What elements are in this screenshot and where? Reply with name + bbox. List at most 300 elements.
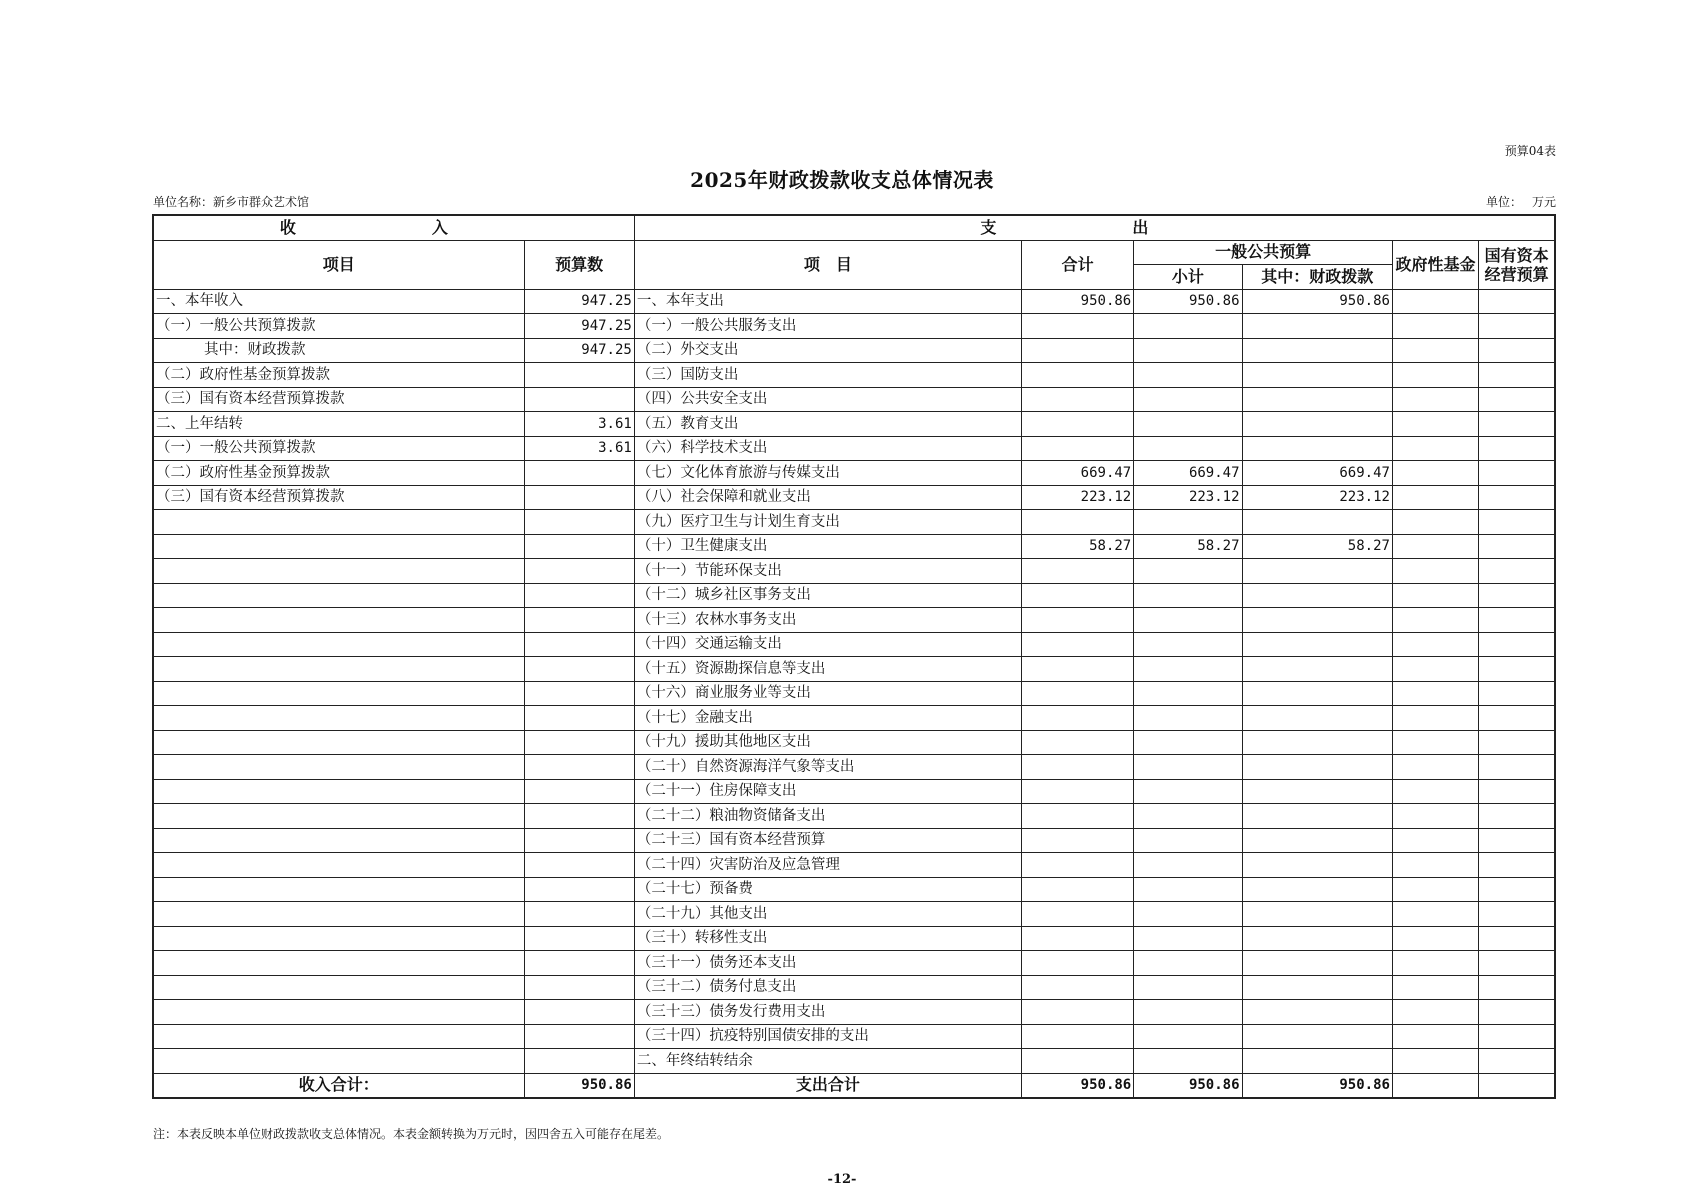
income-budget-cell — [524, 485, 634, 510]
expense-fiscal-value: 950.86 — [1242, 1073, 1392, 1098]
total-cell: 223.12 — [1021, 485, 1133, 510]
expense-item-cell: （二十一）住房保障支出 — [634, 779, 1021, 804]
subtotal-cell — [1134, 755, 1242, 780]
income-budget-cell — [524, 632, 634, 657]
total-cell — [1021, 877, 1133, 902]
gov-fund-cell — [1392, 1000, 1478, 1025]
income-budget-cell — [524, 534, 634, 559]
table-row — [153, 1024, 1555, 1049]
state-capital-cell — [1479, 902, 1555, 927]
gov-fund-header: 政府性基金 — [1392, 240, 1478, 289]
gov-fund-cell — [1392, 902, 1478, 927]
total-cell: 669.47 — [1021, 461, 1133, 486]
total-cell — [1021, 902, 1133, 927]
state-capital-total-value — [1479, 1073, 1555, 1098]
gov-fund-cell — [1392, 363, 1478, 388]
state-capital-header: 国有资本经营预算 — [1479, 240, 1555, 289]
expense-item-cell: （一）一般公共服务支出 — [634, 314, 1021, 339]
income-budget-cell — [524, 853, 634, 878]
income-budget-cell — [524, 804, 634, 829]
subtotal-cell: 58.27 — [1134, 534, 1242, 559]
income-section-header: 收 入 — [153, 215, 634, 240]
state-capital-cell — [1479, 730, 1555, 755]
subtotal-cell — [1134, 583, 1242, 608]
table-row — [153, 583, 1555, 608]
expense-item-cell: （十）卫生健康支出 — [634, 534, 1021, 559]
subtotal-cell — [1134, 975, 1242, 1000]
expense-item-cell: （十三）农林水事务支出 — [634, 608, 1021, 633]
income-budget-cell — [524, 608, 634, 633]
fiscal-cell — [1242, 412, 1392, 437]
total-cell — [1021, 681, 1133, 706]
total-cell: 58.27 — [1021, 534, 1133, 559]
table-row — [153, 608, 1555, 633]
income-budget-cell — [524, 951, 634, 976]
income-budget-cell — [524, 706, 634, 731]
state-capital-cell — [1479, 289, 1555, 314]
form-code: 预算04表 — [1504, 144, 1556, 158]
total-cell — [1021, 853, 1133, 878]
income-item-cell: 其中：财政拨款 — [153, 338, 524, 363]
page-number: -12- — [827, 1172, 857, 1187]
income-item-cell — [153, 1049, 524, 1074]
table-row — [153, 559, 1555, 584]
state-capital-cell — [1479, 387, 1555, 412]
fiscal-cell — [1242, 779, 1392, 804]
expense-item-header: 项 目 — [634, 240, 1021, 289]
income-item-cell — [153, 779, 524, 804]
income-budget-cell — [524, 975, 634, 1000]
income-item-cell — [153, 1024, 524, 1049]
gov-fund-cell — [1392, 681, 1478, 706]
income-budget-cell — [524, 1000, 634, 1025]
fiscal-cell — [1242, 877, 1392, 902]
state-capital-cell — [1479, 608, 1555, 633]
budget-table — [152, 214, 1556, 1099]
footnote: 注：本表反映本单位财政拨款收支总体情况。本表金额转换为万元时，因四舍五入可能存在尾差。 — [153, 1127, 670, 1141]
expense-item-cell: （二十三）国有资本经营预算 — [634, 828, 1021, 853]
income-item-cell: （二）政府性基金预算拨款 — [153, 461, 524, 486]
fiscal-cell — [1242, 902, 1392, 927]
total-cell — [1021, 657, 1133, 682]
total-cell — [1021, 436, 1133, 461]
income-item-cell — [153, 755, 524, 780]
unit-label: 单位： — [1485, 195, 1522, 209]
total-cell — [1021, 363, 1133, 388]
expense-item-cell: （三十二）债务付息支出 — [634, 975, 1021, 1000]
gov-fund-cell — [1392, 289, 1478, 314]
income-budget-cell: 3.61 — [524, 412, 634, 437]
income-item-cell — [153, 877, 524, 902]
subtotal-cell — [1134, 559, 1242, 584]
subtotal-cell — [1134, 1024, 1242, 1049]
expense-item-cell: （五）教育支出 — [634, 412, 1021, 437]
table-row — [153, 412, 1555, 437]
total-cell — [1021, 1024, 1133, 1049]
income-item-cell — [153, 534, 524, 559]
state-capital-cell — [1479, 314, 1555, 339]
state-capital-cell — [1479, 828, 1555, 853]
income-budget-cell — [524, 559, 634, 584]
subtotal-cell — [1134, 436, 1242, 461]
totals-row — [153, 1073, 1555, 1098]
subtotal-cell — [1134, 926, 1242, 951]
unit-of-measure — [1486, 193, 1556, 210]
total-cell — [1021, 804, 1133, 829]
income-budget-cell — [524, 902, 634, 927]
income-item-cell — [153, 951, 524, 976]
income-budget-cell — [524, 681, 634, 706]
section-header-row — [153, 215, 1555, 240]
state-capital-cell — [1479, 534, 1555, 559]
expense-item-cell: （二十）自然资源海洋气象等支出 — [634, 755, 1021, 780]
table-row — [153, 363, 1555, 388]
expense-item-cell: 二、年终结转结余 — [634, 1049, 1021, 1074]
subtotal-cell — [1134, 828, 1242, 853]
table-row — [153, 706, 1555, 731]
expense-total-value: 950.86 — [1021, 1073, 1133, 1098]
subtotal-cell — [1134, 706, 1242, 731]
state-capital-cell — [1479, 1000, 1555, 1025]
table-row — [153, 314, 1555, 339]
income-item-cell — [153, 828, 524, 853]
expense-item-cell: （二十九）其他支出 — [634, 902, 1021, 927]
income-item-cell: 一、本年收入 — [153, 289, 524, 314]
total-cell — [1021, 412, 1133, 437]
subtotal-cell: 669.47 — [1134, 461, 1242, 486]
total-cell — [1021, 755, 1133, 780]
expense-item-cell: （六）科学技术支出 — [634, 436, 1021, 461]
state-capital-cell — [1479, 975, 1555, 1000]
income-item-header: 项目 — [153, 240, 524, 289]
unit-name: 单位名称：新乡市群众艺术馆 — [153, 195, 310, 209]
expense-item-cell: （十四）交通运输支出 — [634, 632, 1021, 657]
subtotal-cell — [1134, 412, 1242, 437]
income-total-value: 950.86 — [524, 1073, 634, 1098]
subtotal-cell — [1134, 387, 1242, 412]
total-cell: 950.86 — [1021, 289, 1133, 314]
fiscal-cell — [1242, 559, 1392, 584]
gov-fund-cell — [1392, 951, 1478, 976]
fiscal-cell — [1242, 828, 1392, 853]
table-row — [153, 657, 1555, 682]
table-row — [153, 951, 1555, 976]
total-cell — [1021, 1049, 1133, 1074]
income-budget-cell — [524, 779, 634, 804]
subtotal-cell — [1134, 363, 1242, 388]
state-capital-cell — [1479, 363, 1555, 388]
table-row — [153, 877, 1555, 902]
income-budget-cell — [524, 1024, 634, 1049]
gov-fund-cell — [1392, 632, 1478, 657]
gov-fund-cell — [1392, 314, 1478, 339]
income-budget-header: 预算数 — [524, 240, 634, 289]
gov-fund-cell — [1392, 583, 1478, 608]
expense-item-cell: 一、本年支出 — [634, 289, 1021, 314]
expense-item-cell: （八）社会保障和就业支出 — [634, 485, 1021, 510]
state-capital-cell — [1479, 755, 1555, 780]
total-cell — [1021, 828, 1133, 853]
expense-item-cell: （三十四）抗疫特别国债安排的支出 — [634, 1024, 1021, 1049]
state-capital-cell — [1479, 1049, 1555, 1074]
subtotal-cell — [1134, 779, 1242, 804]
subtotal-cell — [1134, 510, 1242, 535]
income-item-cell — [153, 926, 524, 951]
state-capital-cell — [1479, 436, 1555, 461]
gov-fund-cell — [1392, 779, 1478, 804]
gov-fund-cell — [1392, 877, 1478, 902]
total-cell — [1021, 951, 1133, 976]
subtotal-cell — [1134, 902, 1242, 927]
state-capital-cell — [1479, 461, 1555, 486]
table-row — [153, 853, 1555, 878]
fiscal-cell: 58.27 — [1242, 534, 1392, 559]
state-capital-cell — [1479, 877, 1555, 902]
gov-fund-cell — [1392, 706, 1478, 731]
fiscal-cell — [1242, 314, 1392, 339]
fiscal-cell — [1242, 1024, 1392, 1049]
subtotal-cell — [1134, 951, 1242, 976]
income-total-label: 收入合计： — [153, 1073, 524, 1098]
fiscal-cell — [1242, 926, 1392, 951]
expense-item-cell: （七）文化体育旅游与传媒支出 — [634, 461, 1021, 486]
fiscal-cell — [1242, 632, 1392, 657]
expense-item-cell: （十二）城乡社区事务支出 — [634, 583, 1021, 608]
income-budget-cell — [524, 926, 634, 951]
subtotal-cell — [1134, 338, 1242, 363]
gov-fund-cell — [1392, 387, 1478, 412]
gov-fund-cell — [1392, 975, 1478, 1000]
general-budget-header: 一般公共预算 — [1134, 240, 1393, 265]
subtotal-cell — [1134, 804, 1242, 829]
gov-fund-cell — [1392, 559, 1478, 584]
income-item-cell — [153, 1000, 524, 1025]
page-title: 2025年财政拨款收支总体情况表 — [690, 168, 994, 192]
table-row — [153, 755, 1555, 780]
expense-item-cell: （三十三）债务发行费用支出 — [634, 1000, 1021, 1025]
expense-section-header: 支 出 — [634, 215, 1555, 240]
fiscal-cell — [1242, 853, 1392, 878]
fiscal-cell — [1242, 436, 1392, 461]
table-row — [153, 436, 1555, 461]
income-budget-cell — [524, 877, 634, 902]
income-budget-cell — [524, 583, 634, 608]
gov-fund-cell — [1392, 338, 1478, 363]
gov-fund-cell — [1392, 730, 1478, 755]
income-budget-cell: 947.25 — [524, 289, 634, 314]
fiscal-cell — [1242, 363, 1392, 388]
table-row — [153, 926, 1555, 951]
subtotal-cell — [1134, 681, 1242, 706]
expense-item-cell: （十七）金融支出 — [634, 706, 1021, 731]
table-row — [153, 902, 1555, 927]
gov-fund-cell — [1392, 804, 1478, 829]
state-capital-cell — [1479, 804, 1555, 829]
gov-fund-cell — [1392, 412, 1478, 437]
income-item-cell: （一）一般公共预算拨款 — [153, 436, 524, 461]
expense-item-cell: （十六）商业服务业等支出 — [634, 681, 1021, 706]
income-item-cell — [153, 583, 524, 608]
gov-fund-cell — [1392, 828, 1478, 853]
state-capital-cell — [1479, 338, 1555, 363]
gov-fund-cell — [1392, 657, 1478, 682]
table-row — [153, 975, 1555, 1000]
expense-item-cell: （二十二）粮油物资储备支出 — [634, 804, 1021, 829]
gov-fund-cell — [1392, 1049, 1478, 1074]
income-item-cell: 二、上年结转 — [153, 412, 524, 437]
fiscal-cell — [1242, 755, 1392, 780]
state-capital-cell — [1479, 951, 1555, 976]
expense-item-cell: （十五）资源勘探信息等支出 — [634, 657, 1021, 682]
gov-fund-cell — [1392, 485, 1478, 510]
gov-fund-cell — [1392, 608, 1478, 633]
expense-item-cell: （三十一）债务还本支出 — [634, 951, 1021, 976]
income-budget-cell — [524, 1049, 634, 1074]
income-item-cell — [153, 706, 524, 731]
expense-item-cell: （二）外交支出 — [634, 338, 1021, 363]
subtotal-cell — [1134, 657, 1242, 682]
state-capital-cell — [1479, 510, 1555, 535]
column-header-row — [153, 240, 1555, 265]
state-capital-cell — [1479, 657, 1555, 682]
state-capital-cell — [1479, 926, 1555, 951]
unit-value: 万元 — [1531, 195, 1556, 209]
expense-total-label: 支出合计 — [634, 1073, 1021, 1098]
income-budget-cell — [524, 755, 634, 780]
fiscal-cell — [1242, 1000, 1392, 1025]
income-item-cell — [153, 657, 524, 682]
table-row — [153, 779, 1555, 804]
expense-item-cell: （二十七）预备费 — [634, 877, 1021, 902]
income-budget-cell — [524, 363, 634, 388]
state-capital-cell — [1479, 779, 1555, 804]
income-item-cell: （三）国有资本经营预算拨款 — [153, 485, 524, 510]
fiscal-cell — [1242, 975, 1392, 1000]
income-item-cell — [153, 730, 524, 755]
table-body — [153, 289, 1555, 1073]
table-row — [153, 804, 1555, 829]
state-capital-cell — [1479, 412, 1555, 437]
gov-fund-cell — [1392, 853, 1478, 878]
table-row — [153, 485, 1555, 510]
income-budget-cell: 947.25 — [524, 338, 634, 363]
total-cell — [1021, 706, 1133, 731]
state-capital-cell — [1479, 853, 1555, 878]
table-row — [153, 730, 1555, 755]
income-item-cell: （三）国有资本经营预算拨款 — [153, 387, 524, 412]
expense-item-cell: （十九）援助其他地区支出 — [634, 730, 1021, 755]
fiscal-cell — [1242, 951, 1392, 976]
total-cell — [1021, 779, 1133, 804]
fiscal-cell — [1242, 706, 1392, 731]
table-row — [153, 1000, 1555, 1025]
table-row — [153, 632, 1555, 657]
state-capital-cell — [1479, 1024, 1555, 1049]
total-cell — [1021, 632, 1133, 657]
total-cell — [1021, 387, 1133, 412]
income-item-cell — [153, 853, 524, 878]
total-cell — [1021, 926, 1133, 951]
expense-subtotal-value: 950.86 — [1134, 1073, 1242, 1098]
table-row — [153, 461, 1555, 486]
fiscal-cell: 669.47 — [1242, 461, 1392, 486]
income-budget-cell — [524, 828, 634, 853]
table-row — [153, 289, 1555, 314]
income-budget-cell: 947.25 — [524, 314, 634, 339]
subtotal-header: 小计 — [1134, 265, 1242, 290]
fiscal-cell — [1242, 583, 1392, 608]
income-item-cell: （一）一般公共预算拨款 — [153, 314, 524, 339]
fiscal-cell: 223.12 — [1242, 485, 1392, 510]
income-budget-cell — [524, 387, 634, 412]
gov-fund-cell — [1392, 436, 1478, 461]
expense-item-cell: （九）医疗卫生与计划生育支出 — [634, 510, 1021, 535]
gov-fund-total-value — [1392, 1073, 1478, 1098]
state-capital-cell — [1479, 485, 1555, 510]
gov-fund-cell — [1392, 461, 1478, 486]
table-row — [153, 387, 1555, 412]
table-row — [153, 1049, 1555, 1074]
fiscal-cell — [1242, 657, 1392, 682]
income-budget-cell — [524, 657, 634, 682]
fiscal-cell: 950.86 — [1242, 289, 1392, 314]
income-item-cell — [153, 632, 524, 657]
gov-fund-cell — [1392, 926, 1478, 951]
subtotal-cell — [1134, 877, 1242, 902]
state-capital-cell — [1479, 583, 1555, 608]
fiscal-header: 其中：财政拨款 — [1242, 265, 1392, 290]
table-row — [153, 534, 1555, 559]
total-cell — [1021, 583, 1133, 608]
income-item-cell — [153, 510, 524, 535]
total-cell — [1021, 608, 1133, 633]
income-budget-cell — [524, 730, 634, 755]
subtotal-cell: 223.12 — [1134, 485, 1242, 510]
expense-item-cell: （十一）节能环保支出 — [634, 559, 1021, 584]
income-item-cell: （二）政府性基金预算拨款 — [153, 363, 524, 388]
table-row — [153, 828, 1555, 853]
expense-item-cell: （二十四）灾害防治及应急管理 — [634, 853, 1021, 878]
gov-fund-cell — [1392, 510, 1478, 535]
income-item-cell — [153, 902, 524, 927]
income-budget-cell: 3.61 — [524, 436, 634, 461]
subtotal-cell — [1134, 1049, 1242, 1074]
expense-item-cell: （三）国防支出 — [634, 363, 1021, 388]
total-cell — [1021, 559, 1133, 584]
expense-item-cell: （三十）转移性支出 — [634, 926, 1021, 951]
income-item-cell — [153, 608, 524, 633]
income-item-cell — [153, 975, 524, 1000]
fiscal-cell — [1242, 681, 1392, 706]
total-cell — [1021, 1000, 1133, 1025]
fiscal-cell — [1242, 387, 1392, 412]
subtotal-cell — [1134, 608, 1242, 633]
total-cell — [1021, 730, 1133, 755]
fiscal-cell — [1242, 608, 1392, 633]
subtotal-cell: 950.86 — [1134, 289, 1242, 314]
total-cell — [1021, 338, 1133, 363]
total-cell — [1021, 314, 1133, 339]
table-row — [153, 338, 1555, 363]
income-budget-cell — [524, 461, 634, 486]
state-capital-cell — [1479, 632, 1555, 657]
income-budget-cell — [524, 510, 634, 535]
gov-fund-cell — [1392, 1024, 1478, 1049]
gov-fund-cell — [1392, 755, 1478, 780]
subtotal-cell — [1134, 632, 1242, 657]
fiscal-cell — [1242, 510, 1392, 535]
subtotal-cell — [1134, 853, 1242, 878]
